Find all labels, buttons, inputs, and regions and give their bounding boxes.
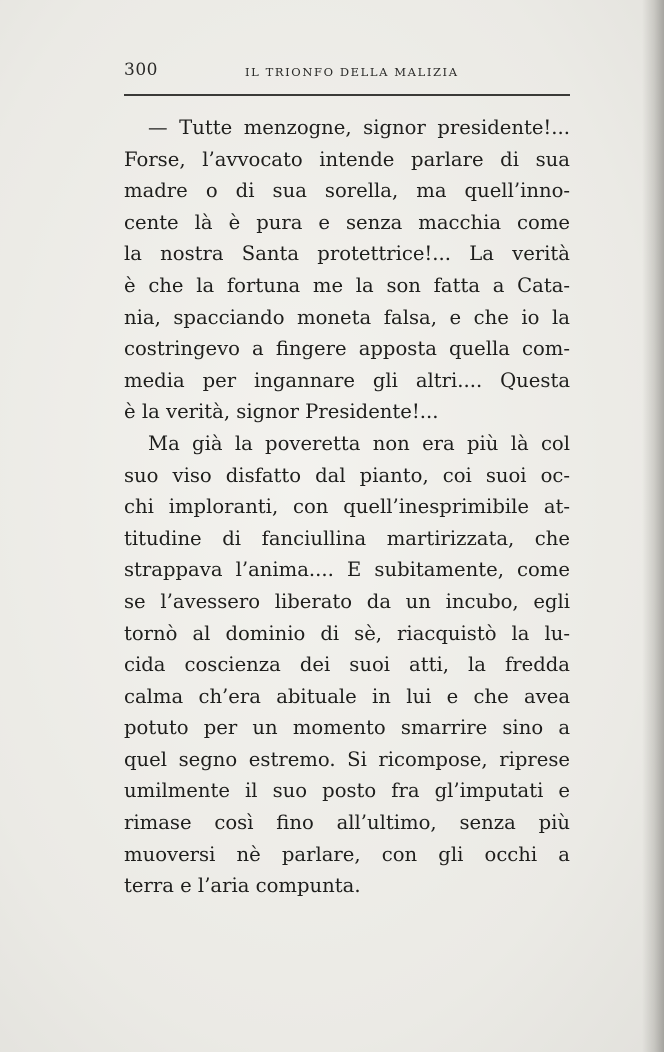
page-number: 300 xyxy=(124,60,158,80)
text-line: è che la fortuna me la son fatta a Cata- xyxy=(124,273,570,297)
text-line: tornò al dominio di sè, riacquistò la lu- xyxy=(124,621,570,645)
text-line: strappava l’anima.... E subitamente, come xyxy=(124,558,570,582)
text-line: calma ch’era abituale in lui e che avea xyxy=(124,684,570,708)
page-edge-shadow xyxy=(642,0,664,1052)
text-line: cida coscienza dei suoi atti, la fredda xyxy=(124,653,570,677)
header-rule xyxy=(124,94,570,96)
paragraph xyxy=(124,112,570,428)
text-line: quel segno estremo. Si ricompose, riprese xyxy=(124,747,570,771)
text-line: madre o di sua sorella, ma quell’inno- xyxy=(124,179,570,203)
text-line: la nostra Santa protettrice!... La verità xyxy=(124,242,570,266)
text-line: Forse, l’avvocato intende parlare di sua xyxy=(124,147,570,171)
text-line: — Tutte menzogne, signor presidente!... xyxy=(148,116,570,139)
page-header xyxy=(124,60,570,86)
text-line: muoversi nè parlare, con gli occhi a xyxy=(124,842,570,866)
text-line: titudine di fanciullina martirizzata, che xyxy=(124,526,570,550)
text-line: se l’avessero liberato da un incubo, egli xyxy=(124,589,570,613)
text-line: è la verità, signor Presidente!... xyxy=(124,400,439,424)
text-line: terra e l’aria compunta. xyxy=(124,874,361,898)
text-line: suo viso disfatto dal pianto, coi suoi oc- xyxy=(124,463,570,487)
text-line: umilmente il suo posto fra gl’imputati e xyxy=(124,779,570,803)
text-line: nia, spacciando moneta falsa, e che io la xyxy=(124,305,570,329)
text-line: costringevo a fingere apposta quella com- xyxy=(124,337,570,361)
paragraph xyxy=(124,428,570,902)
text-line: media per ingannare gli altri.... Questa xyxy=(124,368,570,392)
running-title: IL TRIONFO DELLA MALIZIA xyxy=(245,65,459,79)
text-line: chi imploranti, con quell’inesprimibile at- xyxy=(124,495,570,519)
body-text xyxy=(124,112,570,902)
text-line: Ma già la poveretta non era più là col xyxy=(148,431,570,455)
text-line: potuto per un momento smarrire sino a xyxy=(124,716,570,740)
text-line: rimase così fino all’ultimo, senza più xyxy=(124,811,570,835)
text-line: cente là è pura e senza macchia come xyxy=(124,210,570,234)
